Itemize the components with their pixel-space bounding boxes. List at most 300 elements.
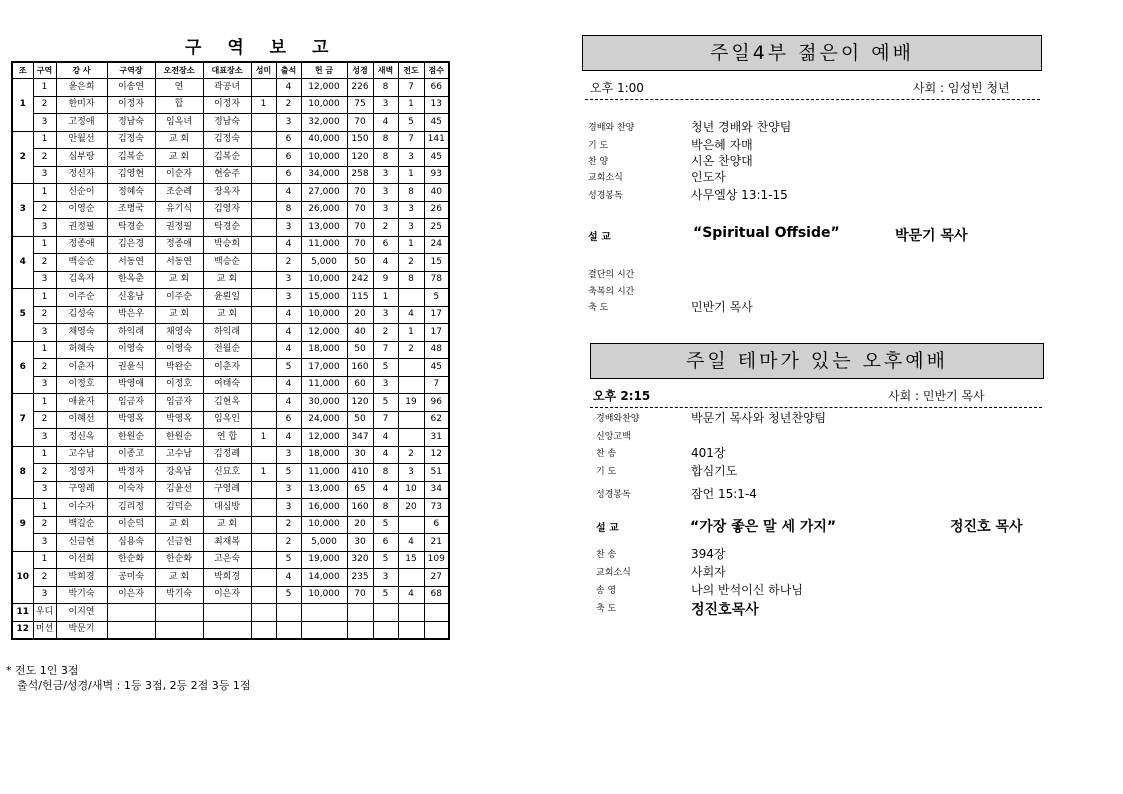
table-cell: 한옥춘 <box>107 271 155 289</box>
table-cell: 이종고 <box>107 446 155 464</box>
table-cell: 27,000 <box>301 184 347 202</box>
table-cell: 5,000 <box>301 534 347 552</box>
table-cell: 141 <box>424 131 449 149</box>
table-cell: 17,000 <box>301 359 347 377</box>
table-cell: 6 <box>373 236 398 254</box>
column-header: 출석 <box>276 62 301 79</box>
table-cell: 9 <box>373 271 398 289</box>
table-cell: 7 <box>424 376 449 394</box>
table-cell: 4 <box>276 306 301 324</box>
table-cell: 1 <box>251 464 276 482</box>
table-cell: 정남숙 <box>107 114 155 132</box>
divider <box>590 407 1042 408</box>
group-number: 6 <box>12 341 33 394</box>
table-cell: 2 <box>33 201 56 219</box>
table-cell: 김성숙 <box>56 306 107 324</box>
table-cell: 27 <box>424 569 449 587</box>
table-cell: 박희경 <box>203 569 251 587</box>
table-cell: 50 <box>347 411 373 429</box>
table-cell: 50 <box>347 254 373 272</box>
table-cell: 14,000 <box>301 569 347 587</box>
table-cell: 8 <box>373 79 398 97</box>
table-cell <box>251 359 276 377</box>
table-cell: 교 회 <box>155 149 203 167</box>
table-cell: 18,000 <box>301 446 347 464</box>
table-cell: 8 <box>373 131 398 149</box>
table-row <box>12 481 449 499</box>
table-cell: 4 <box>373 446 398 464</box>
table-cell <box>251 551 276 569</box>
table-cell <box>251 586 276 604</box>
table-cell: 안월선 <box>56 131 107 149</box>
table-cell: 3 <box>373 306 398 324</box>
table-cell: 권정필 <box>155 219 203 237</box>
table-cell: 이춘자 <box>203 359 251 377</box>
table-cell: 탁경순 <box>203 219 251 237</box>
table-cell: 5 <box>276 586 301 604</box>
table-cell: 고은숙 <box>203 551 251 569</box>
table-cell: 1 <box>398 96 424 114</box>
table-cell <box>347 604 373 622</box>
table-cell: 4 <box>276 236 301 254</box>
table-cell <box>203 621 251 639</box>
table-cell: 김현옥 <box>203 394 251 412</box>
table-cell: 70 <box>347 184 373 202</box>
table-cell <box>398 621 424 639</box>
table-cell <box>398 604 424 622</box>
table-cell <box>424 604 449 622</box>
table-cell <box>347 621 373 639</box>
table-cell: 교 회 <box>155 306 203 324</box>
table-row <box>12 446 449 464</box>
table-cell: 합 <box>155 96 203 114</box>
table-cell: 17 <box>424 306 449 324</box>
table-cell: 공미숙 <box>107 569 155 587</box>
table-cell: 하익래 <box>107 324 155 342</box>
table-row <box>12 271 449 289</box>
table-cell: 백승순 <box>56 254 107 272</box>
table-cell: 3 <box>276 271 301 289</box>
table-cell: 5 <box>424 289 449 307</box>
table-cell <box>398 289 424 307</box>
table-cell: 한원순 <box>155 429 203 447</box>
table-cell: 하익래 <box>203 324 251 342</box>
order-value: 청년 경배와 찬양팀 <box>691 120 792 134</box>
table-cell: 5 <box>373 516 398 534</box>
order-label: 결단의 시간 <box>588 270 635 280</box>
table-cell: 이영숙 <box>155 341 203 359</box>
table-cell: 정혜숙 <box>107 184 155 202</box>
table-cell: 25 <box>424 219 449 237</box>
table-cell: 이정자 <box>203 96 251 114</box>
table-cell: 3 <box>373 376 398 394</box>
table-cell: 7 <box>398 79 424 97</box>
preacher: 정진호 목사 <box>950 519 1023 535</box>
table-cell: 2 <box>33 96 56 114</box>
table-cell: 70 <box>347 236 373 254</box>
table-cell: 40,000 <box>301 131 347 149</box>
table-cell: 1 <box>33 499 56 517</box>
table-cell: 15 <box>398 551 424 569</box>
table-cell: 11,000 <box>301 236 347 254</box>
table-cell: 10,000 <box>301 96 347 114</box>
table-cell: 이수자 <box>56 499 107 517</box>
table-cell: 2 <box>276 254 301 272</box>
table-cell: 70 <box>347 201 373 219</box>
table-cell <box>251 324 276 342</box>
table-cell: 이숙자 <box>107 481 155 499</box>
column-header: 조 <box>12 62 33 79</box>
table-cell: 3 <box>33 376 56 394</box>
table-cell: 박기숙 <box>155 586 203 604</box>
table-cell: 70 <box>347 114 373 132</box>
table-cell: 75 <box>347 96 373 114</box>
table-cell: 15 <box>424 254 449 272</box>
table-cell: 연 <box>155 79 203 97</box>
table-cell: 11,000 <box>301 464 347 482</box>
table-row <box>12 166 449 184</box>
table-cell: 한미자 <box>56 96 107 114</box>
table-cell: 50 <box>347 341 373 359</box>
table-cell: 8 <box>373 464 398 482</box>
table-cell: 10,000 <box>301 586 347 604</box>
table-cell <box>251 254 276 272</box>
table-cell: 45 <box>424 149 449 167</box>
table-row <box>12 499 449 517</box>
table-cell <box>251 376 276 394</box>
table-cell <box>155 621 203 639</box>
table-cell: 6 <box>276 131 301 149</box>
table-row <box>12 359 449 377</box>
table-cell: 백승순 <box>203 254 251 272</box>
table-cell <box>251 446 276 464</box>
column-header: 구역장 <box>107 62 155 79</box>
table-cell: 410 <box>347 464 373 482</box>
order-label: 찬 송 <box>596 550 617 560</box>
table-cell: 정신옥 <box>56 429 107 447</box>
table-cell: 4 <box>398 586 424 604</box>
column-header: 오전장소 <box>155 62 203 79</box>
group-number: 7 <box>12 394 33 447</box>
table-cell: 이순덕 <box>107 516 155 534</box>
service1-host: 사회 : 임성빈 청년 <box>913 81 1010 95</box>
table-cell <box>107 604 155 622</box>
table-cell: 70 <box>347 219 373 237</box>
table-cell: 30 <box>347 534 373 552</box>
table-cell: 백길순 <box>56 516 107 534</box>
table-cell: 8 <box>373 149 398 167</box>
table-cell: 김복순 <box>107 149 155 167</box>
table-cell: 115 <box>347 289 373 307</box>
table-cell: 이지연 <box>56 604 107 622</box>
table-cell: 이정호 <box>155 376 203 394</box>
table-cell: 3 <box>398 201 424 219</box>
table-cell: 120 <box>347 149 373 167</box>
table-cell: 20 <box>347 516 373 534</box>
order-value: 박은혜 자매 <box>691 138 753 152</box>
table-cell: 24 <box>424 236 449 254</box>
table-row <box>12 551 449 569</box>
table-cell: 정신자 <box>56 166 107 184</box>
table-row <box>12 201 449 219</box>
table-cell <box>251 184 276 202</box>
table-cell: 5 <box>276 551 301 569</box>
table-cell: 31 <box>424 429 449 447</box>
order-label: 기 도 <box>596 467 617 477</box>
table-cell: 15,000 <box>301 289 347 307</box>
table-cell: 이주순 <box>155 289 203 307</box>
table-cell: 이영순 <box>56 201 107 219</box>
table-cell <box>251 271 276 289</box>
table-cell: 13 <box>424 96 449 114</box>
table-cell: 한원순 <box>107 429 155 447</box>
order-value: 나의 반석이신 하나님 <box>691 583 803 597</box>
table-cell: 한순화 <box>155 551 203 569</box>
table-cell: 2 <box>33 411 56 429</box>
table-cell: 김은경 <box>107 236 155 254</box>
table-cell: 김복순 <box>203 149 251 167</box>
table-cell: 32,000 <box>301 114 347 132</box>
table-cell: 3 <box>276 219 301 237</box>
service1-title: 주일4부 젊은이 예배 <box>582 35 1042 71</box>
sermon-title: “가장 좋은 말 세 가지” <box>690 519 837 535</box>
table-cell: 조순례 <box>155 184 203 202</box>
table-cell: 2 <box>33 149 56 167</box>
table-cell <box>155 604 203 622</box>
table-cell: 12,000 <box>301 79 347 97</box>
table-cell: 채영숙 <box>155 324 203 342</box>
table-cell: 탁경순 <box>107 219 155 237</box>
order-value: 인도자 <box>691 170 726 184</box>
table-cell: 애윤자 <box>56 394 107 412</box>
order-value: 정진호목사 <box>691 602 759 618</box>
table-cell: 7 <box>373 341 398 359</box>
table-cell: 8 <box>398 184 424 202</box>
table-cell: 이춘자 <box>56 359 107 377</box>
table-cell: 김영자 <box>203 201 251 219</box>
table-row <box>12 569 449 587</box>
table-cell: 18,000 <box>301 341 347 359</box>
table-cell: 51 <box>424 464 449 482</box>
table-cell: 5,000 <box>301 254 347 272</box>
table-cell: 2 <box>276 516 301 534</box>
table-cell: 12 <box>424 446 449 464</box>
table-cell: 허혜숙 <box>56 341 107 359</box>
table-cell: 2 <box>33 516 56 534</box>
table-cell <box>276 621 301 639</box>
service2-time: 오후 2:15 <box>593 389 651 403</box>
table-cell: 연 합 <box>203 429 251 447</box>
table-cell: 고정애 <box>56 114 107 132</box>
table-cell: 30 <box>347 446 373 464</box>
table-cell: 교 회 <box>155 131 203 149</box>
table-cell: 6 <box>276 166 301 184</box>
table-row <box>12 341 449 359</box>
table-cell: 이혜선 <box>56 411 107 429</box>
table-row <box>12 236 449 254</box>
table-cell: 45 <box>424 359 449 377</box>
table-cell: 교 회 <box>203 271 251 289</box>
order-value: 401장 <box>691 446 726 460</box>
table-cell: 3 <box>33 324 56 342</box>
table-cell: 10,000 <box>301 149 347 167</box>
table-cell: 김정숙 <box>107 131 155 149</box>
table-cell: 윤뢴일 <box>203 289 251 307</box>
table-cell: 3 <box>276 289 301 307</box>
table-cell: 4 <box>398 534 424 552</box>
table-cell: 한순화 <box>107 551 155 569</box>
table-cell: 2 <box>276 534 301 552</box>
order-label: 교회소식 <box>596 568 631 578</box>
table-cell <box>301 604 347 622</box>
table-cell: 김정숙 <box>203 131 251 149</box>
group-number: 10 <box>12 551 33 604</box>
table-cell <box>251 79 276 97</box>
table-cell: 34,000 <box>301 166 347 184</box>
table-cell: 3 <box>398 219 424 237</box>
table-cell: 4 <box>276 324 301 342</box>
table-cell: 이정자 <box>107 96 155 114</box>
table-cell: 교 회 <box>155 569 203 587</box>
report-title: 구 역 보 고 <box>185 38 339 58</box>
table-cell: 이송연 <box>107 79 155 97</box>
table-cell: 20 <box>347 306 373 324</box>
table-row <box>12 184 449 202</box>
table-cell: 65 <box>347 481 373 499</box>
table-cell <box>251 341 276 359</box>
order-label: 축 도 <box>588 303 609 313</box>
table-cell: 3 <box>33 481 56 499</box>
table-cell: 3 <box>373 569 398 587</box>
table-cell: 5 <box>373 586 398 604</box>
table-row <box>12 464 449 482</box>
group-number: 2 <box>12 131 33 184</box>
table-cell: 70 <box>347 586 373 604</box>
table-cell: 신순이 <box>56 184 107 202</box>
table-cell: 심부랑 <box>56 149 107 167</box>
order-value: 박문기 목사와 청년찬양팀 <box>691 411 827 425</box>
group-number: 5 <box>12 289 33 342</box>
table-cell: 채영숙 <box>56 324 107 342</box>
table-cell <box>251 166 276 184</box>
table-cell: 226 <box>347 79 373 97</box>
table-cell: 교 회 <box>203 306 251 324</box>
group-number: 12 <box>12 621 33 639</box>
table-cell: 우디 <box>33 604 56 622</box>
table-cell: 96 <box>424 394 449 412</box>
table-cell: 임금자 <box>155 394 203 412</box>
table-cell <box>424 621 449 639</box>
table-cell <box>398 569 424 587</box>
order-label: 찬 송 <box>596 449 617 459</box>
table-cell: 5 <box>398 114 424 132</box>
table-cell: 1 <box>33 341 56 359</box>
table-cell: 3 <box>33 166 56 184</box>
table-cell: 235 <box>347 569 373 587</box>
table-cell: 66 <box>424 79 449 97</box>
table-cell: 정남숙 <box>203 114 251 132</box>
table-cell: 26,000 <box>301 201 347 219</box>
table-cell: 2 <box>33 306 56 324</box>
table-cell: 이영숙 <box>107 341 155 359</box>
table-cell: 장옥자 <box>203 184 251 202</box>
table-cell: 160 <box>347 359 373 377</box>
table-cell: 박승희 <box>203 236 251 254</box>
table-cell: 12,000 <box>301 324 347 342</box>
table-cell: 2 <box>398 254 424 272</box>
table-cell: 160 <box>347 499 373 517</box>
table-cell: 고수남 <box>56 446 107 464</box>
table-cell: 4 <box>276 429 301 447</box>
table-cell: 강옥남 <box>155 464 203 482</box>
table-cell: 347 <box>347 429 373 447</box>
table-cell <box>107 621 155 639</box>
table-cell: 권윤식 <box>107 359 155 377</box>
table-cell: 73 <box>424 499 449 517</box>
table-cell: 48 <box>424 341 449 359</box>
table-cell: 2 <box>398 446 424 464</box>
order-label: 교회소식 <box>588 173 623 183</box>
table-cell: 3 <box>373 96 398 114</box>
order-value: 잠언 15:1-4 <box>691 487 757 501</box>
table-cell <box>251 604 276 622</box>
table-cell: 미션 <box>33 621 56 639</box>
table-cell: 박정자 <box>107 464 155 482</box>
table-cell <box>398 376 424 394</box>
table-cell <box>276 604 301 622</box>
table-cell: 4 <box>373 114 398 132</box>
sermon-label: 설 교 <box>596 523 619 534</box>
table-cell <box>203 604 251 622</box>
table-cell: 권정필 <box>56 219 107 237</box>
order-label: 경배와찬양 <box>596 414 640 424</box>
table-cell: 1 <box>33 236 56 254</box>
table-cell: 최재복 <box>203 534 251 552</box>
table-cell: 2 <box>33 359 56 377</box>
table-cell <box>251 131 276 149</box>
table-cell: 박영옥 <box>107 411 155 429</box>
table-cell: 5 <box>373 359 398 377</box>
table-cell: 서동연 <box>107 254 155 272</box>
table-cell: 60 <box>347 376 373 394</box>
table-cell: 3 <box>276 446 301 464</box>
table-cell: 4 <box>373 481 398 499</box>
table-cell: 68 <box>424 586 449 604</box>
table-cell: 6 <box>373 534 398 552</box>
table-cell: 2 <box>33 569 56 587</box>
table-cell <box>251 306 276 324</box>
order-label: 송 영 <box>596 586 617 596</box>
table-cell: 5 <box>373 551 398 569</box>
column-header: 헌 금 <box>301 62 347 79</box>
table-row <box>12 289 449 307</box>
table-cell: 김덕순 <box>155 499 203 517</box>
table-cell: 1 <box>33 131 56 149</box>
order-label: 축 도 <box>596 604 617 614</box>
table-cell: 전월순 <box>203 341 251 359</box>
table-cell: 정영자 <box>56 464 107 482</box>
order-value: 사회자 <box>691 565 726 579</box>
group-number: 11 <box>12 604 33 622</box>
table-cell: 4 <box>276 341 301 359</box>
table-cell: 윤은희 <box>56 79 107 97</box>
table-cell: 교 회 <box>155 516 203 534</box>
table-cell: 16,000 <box>301 499 347 517</box>
table-cell: 6 <box>276 149 301 167</box>
table-cell: 4 <box>276 376 301 394</box>
table-cell: 이주순 <box>56 289 107 307</box>
group-number: 9 <box>12 499 33 552</box>
